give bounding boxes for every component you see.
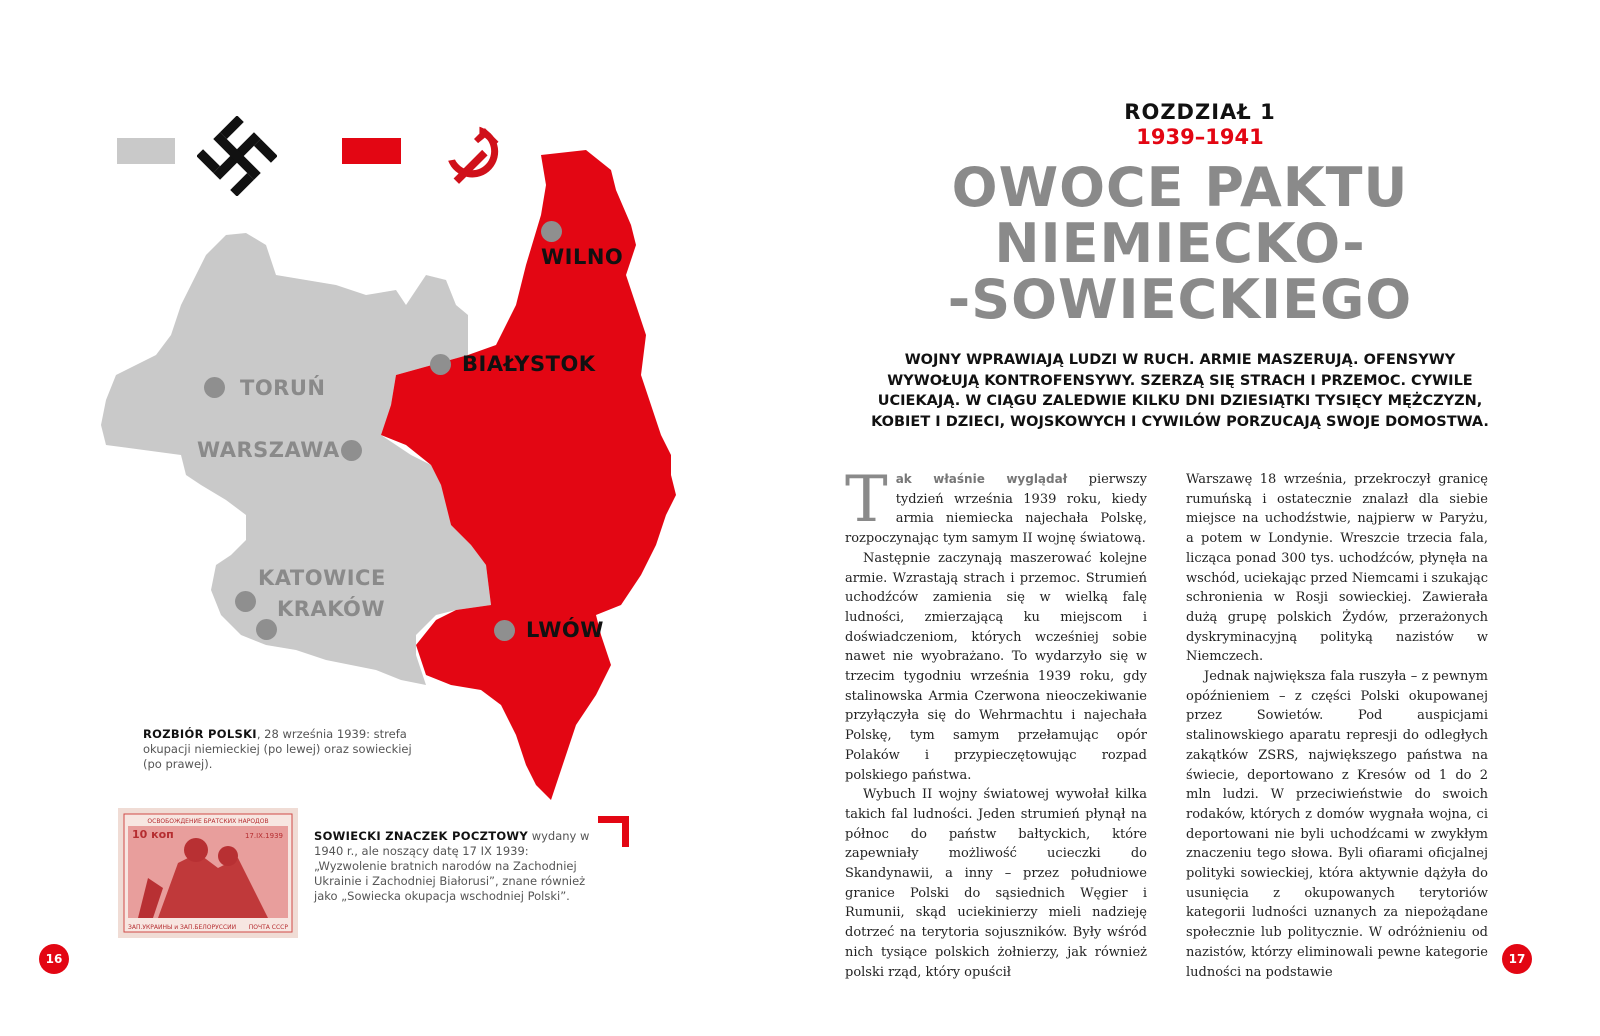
chapter-header — [1000, 100, 1400, 149]
paragraph-4: Warszawę 18 września, przekroczył granicę rumuńską i ostatecznie znalazł dla siebie miejsce na uchodźstwie, najpierw w Paryżu, a potem w Londynie. Wreszcie trzecia fala, licząca ponad 300 tys. uchodźców, płynęła na wschód, uciekając przed Niemcami i szukając schronienia w Rosji sowieckiej. Zawierała dużą grupę polskich Żydów, przerażonych dyskryminacyjną polityką nazistów w Niemczech. — [1186, 472, 1488, 665]
paragraph-3: Wybuch II wojny światowej wywołał kilka takich fal ludności. Jeden strumień płynął na północ do państw bałtyckich, które zapewniały możliwość ucieczki do Skandynawii, a inny – przez południowe granice Polski do sąsiednich Węgier i Rumunii, skąd uciekinierzy mieli nadzieję dotrzeć na terytoria sojuszników. Były wśród nich tysiące polskich żołnierzy, jak również polski rząd, który opuścił — [845, 787, 1147, 980]
title-line-1: OWOCE PAKTU — [951, 156, 1409, 219]
lead-in: ak właśnie wyglądał — [895, 472, 1068, 486]
stamp-bottom-text: ЗАП.УКРАИНЫ и ЗАП.БЕЛОРУССИИ — [128, 924, 237, 931]
stamp-caption — [314, 829, 590, 904]
paragraph-2: Następnie zaczynają maszerować kolejne armie. Wzrastają strach i przemoc. Strumień uchodźców zamienia się w wielką falę ludności, zmierzającą ku miejscom i doświadczeniom, których wcześniej sobie nawet nie wyobrażano. To wydarzyło się w trzecim tygodniu września 1939 roku, gdy stalinowska Armia Czerwona nieoczekiwanie przyłączyła się do Wehrmachtu i najechała Polskę, tym samym przełamując opór Polaków i przypieczętowując rozpad polskiego państwa. — [845, 550, 1147, 783]
title-line-3: -SOWIECKIEGO — [947, 268, 1413, 331]
city-dot-katowice — [235, 591, 256, 612]
city-label-krakow: KRAKÓW — [277, 597, 386, 621]
map-caption — [143, 727, 413, 772]
page-number-right: 17 — [1502, 944, 1532, 974]
map-caption-bold: ROZBIÓR POLSKI — [143, 727, 257, 741]
map-caption-text: , 28 września 1939: strefa okupacji niemieckiej (po lewej) oraz sowieckiej (po prawej). — [143, 727, 412, 771]
city-dot-krakow — [256, 619, 277, 640]
city-label-lwow: LWÓW — [526, 618, 604, 642]
city-label-wilno: WILNO — [541, 245, 624, 269]
city-label-warszawa: WARSZAWA — [197, 438, 340, 462]
chapter-label: ROZDZIAŁ 1 — [1124, 100, 1276, 124]
city-label-katowice: KATOWICE — [258, 566, 386, 590]
chapter-title — [920, 156, 1440, 331]
stamp-caption-bold: SOWIECKI ZNACZEK POCZTOWY — [314, 829, 529, 843]
stamp-top-text: ОСВОБОЖДЕНИЕ БРАТСКИХ НАРОДОВ — [147, 818, 269, 825]
city-dot-torun — [204, 377, 225, 398]
drop-cap: T — [845, 463, 888, 537]
paragraph-1-text: pierwszy tydzień września 1939 roku, kiedy armia niemiecka najechała Polskę, rozpoczynając tym samym II wojnę światową. — [845, 472, 1147, 547]
title-line-2: NIEMIECKO- — [994, 212, 1366, 275]
city-label-bialystok: BIAŁYSTOK — [462, 352, 596, 376]
stamp-post: ПОЧТА СССР — [248, 924, 288, 931]
city-dot-warszawa — [341, 440, 362, 461]
chapter-years: 1939–1941 — [1136, 125, 1264, 149]
city-label-torun: TORUŃ — [240, 376, 326, 400]
city-dot-lwow — [494, 620, 515, 641]
page-number-left: 16 — [39, 944, 69, 974]
soviet-stamp-image — [118, 808, 298, 938]
city-dot-bialystok — [430, 354, 451, 375]
paragraph-5: Jednak największa fala ruszyła – z pewnym opóźnieniem – z części Polski okupowanej przez Sowietów. Pod auspicjami stalinowskiego aparatu represji do odległych zakątków ZSRS, największego państwa na świecie, deportowano z Kresów od 1 do 2 mln ludzi. W przeciwieństwie do swoich rodaków, których z domów wygnała wojna, ci deportowani nie byli uchodźcami w zwykłym znaczeniu tego słowa. Byli ofiarami oficjalnej polityki sowieckiej, która aktywnie dążyła do usunięcia z okupowanych terytoriów kategorii ludności uznanych za niepożądane społecznie lub politycznie. W odróżnieniu od nazistów, którzy eliminowali pewne kategorie ludności na podstawie — [1186, 669, 1488, 980]
text-column-2 — [1186, 470, 1488, 982]
corner-mark-icon — [598, 816, 629, 847]
stamp-date: 17.IX.1939 — [244, 832, 283, 840]
stamp-value: 10 коп — [132, 828, 174, 841]
lead-paragraph: WOJNY WPRAWIAJĄ LUDZI W RUCH. ARMIE MASZERUJĄ. OFENSYWY WYWOŁUJĄ KONTROFENSYWY. SZERZĄ SIĘ STRACH I PRZEMOC. CYWILE UCIEKAJĄ. W CIĄGU ZALEDWIE KILKU DNI DZIESIĄTKI TYSIĘCY MĘŻCZYZN, KOBIET I DZIECI, WOJSKOWYCH I CYWILÓW PORZUCAJĄ SWOJE DOMOSTWA. — [871, 352, 1489, 430]
text-column-1 — [845, 463, 1147, 982]
city-dot-wilno — [541, 221, 562, 242]
stamp-caption-text: wydany w 1940 r., ale noszący datę 17 IX 1939: „Wyzwolenie bratnich narodów na Zachodniej Ukrainie i Zachodniej Białorusi”, znane również jako „Sowiecka okupacja wschodniej Polski”. — [314, 829, 590, 903]
paragraph-1 — [845, 463, 1147, 549]
